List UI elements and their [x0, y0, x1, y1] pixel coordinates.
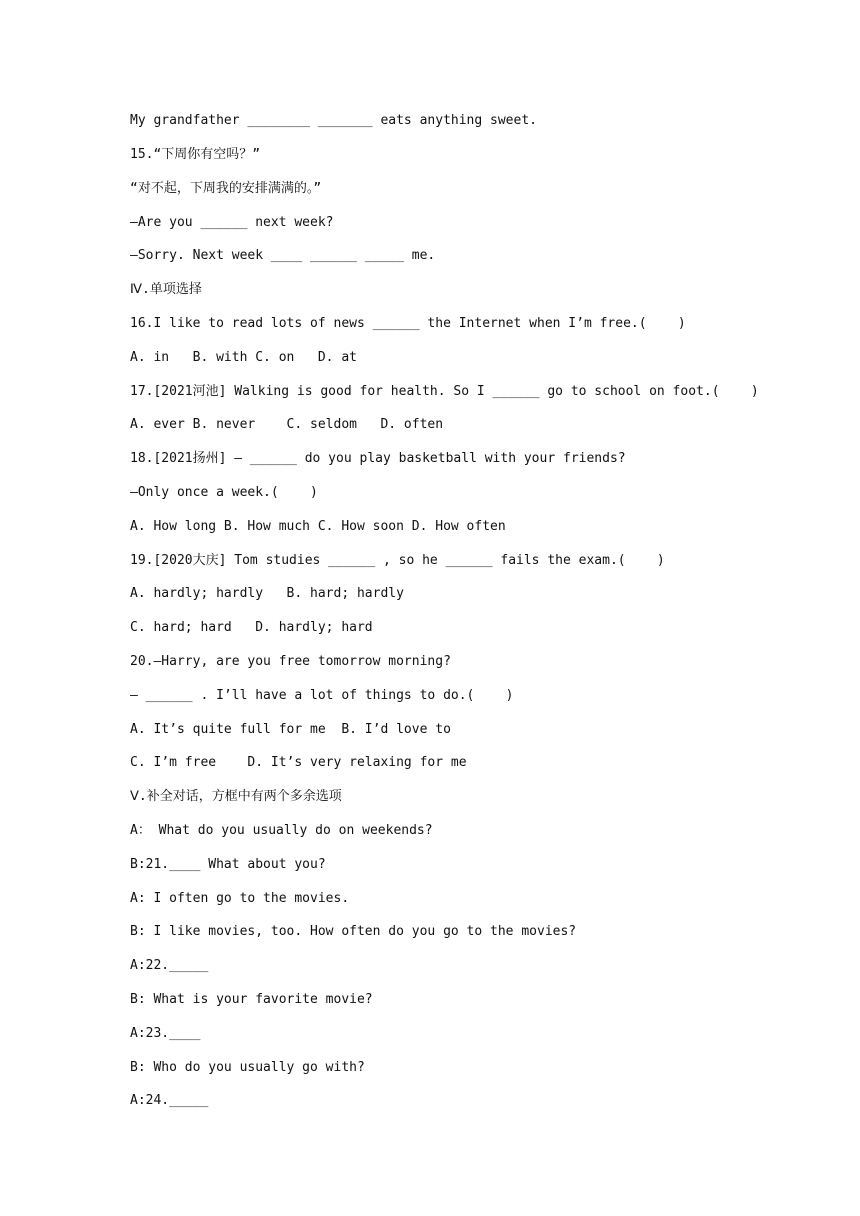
dialogue-line: A： What do you usually do on weekends? [130, 823, 433, 838]
answer-options: A. ever B. never C. seldom D. often [130, 417, 444, 432]
dialogue-line: B: Who do you usually go with? [130, 1060, 365, 1075]
dialogue-line: A: I often go to the movies. [130, 891, 350, 906]
answer-options: A. in B. with C. on D. at [130, 350, 357, 365]
text-line: “对不起，下周我的安排满满的。” [130, 181, 322, 196]
text-line: —Are you ______ next week? [130, 215, 334, 230]
dialogue-line: B: What is your favorite movie? [130, 992, 373, 1007]
text-line: —Sorry. Next week ____ ______ _____ me. [130, 248, 436, 263]
text-line: — ______ . I’ll have a lot of things to do.( ) [130, 688, 514, 703]
answer-options: C. I’m free D. It’s very relaxing for me [130, 755, 467, 770]
dialogue-line: A:24._____ [130, 1093, 209, 1108]
question-19: 19.[2020大庆] Tom studies ______ , so he ______ fails the exam.( ) [130, 553, 665, 568]
question-17: 17.[2021河池] Walking is good for health. So I ______ go to school on foot.( ) [130, 384, 759, 399]
question-20: 20.—Harry, are you free tomorrow morning? [130, 654, 451, 669]
question-15: 15.“下周你有空吗？” [130, 147, 261, 162]
answer-options: A. It’s quite full for me B. I’d love to [130, 722, 451, 737]
answer-options: C. hard; hard D. hardly; hard [130, 620, 373, 635]
dialogue-line: B: I like movies, too. How often do you go to the movies? [130, 924, 577, 939]
dialogue-line: A:23.____ [130, 1026, 201, 1041]
answer-options: A. hardly; hardly B. hard; hardly [130, 586, 404, 601]
question-18: 18.[2021扬州] — ______ do you play basketball with your friends? [130, 451, 626, 466]
answer-options: A. How long B. How much C. How soon D. How often [130, 519, 506, 534]
dialogue-line: B:21.____ What about you? [130, 857, 326, 872]
section-heading: Ⅴ.补全对话，方框中有两个多余选项 [130, 789, 342, 804]
dialogue-line: A:22._____ [130, 958, 209, 973]
text-line: My grandfather ________ _______ eats anything sweet. [130, 113, 537, 128]
section-heading: Ⅳ.单项选择 [130, 282, 202, 297]
text-line: —Only once a week.( ) [130, 485, 318, 500]
question-16: 16.I like to read lots of news ______ the Internet when I’m free.( ) [130, 316, 686, 331]
